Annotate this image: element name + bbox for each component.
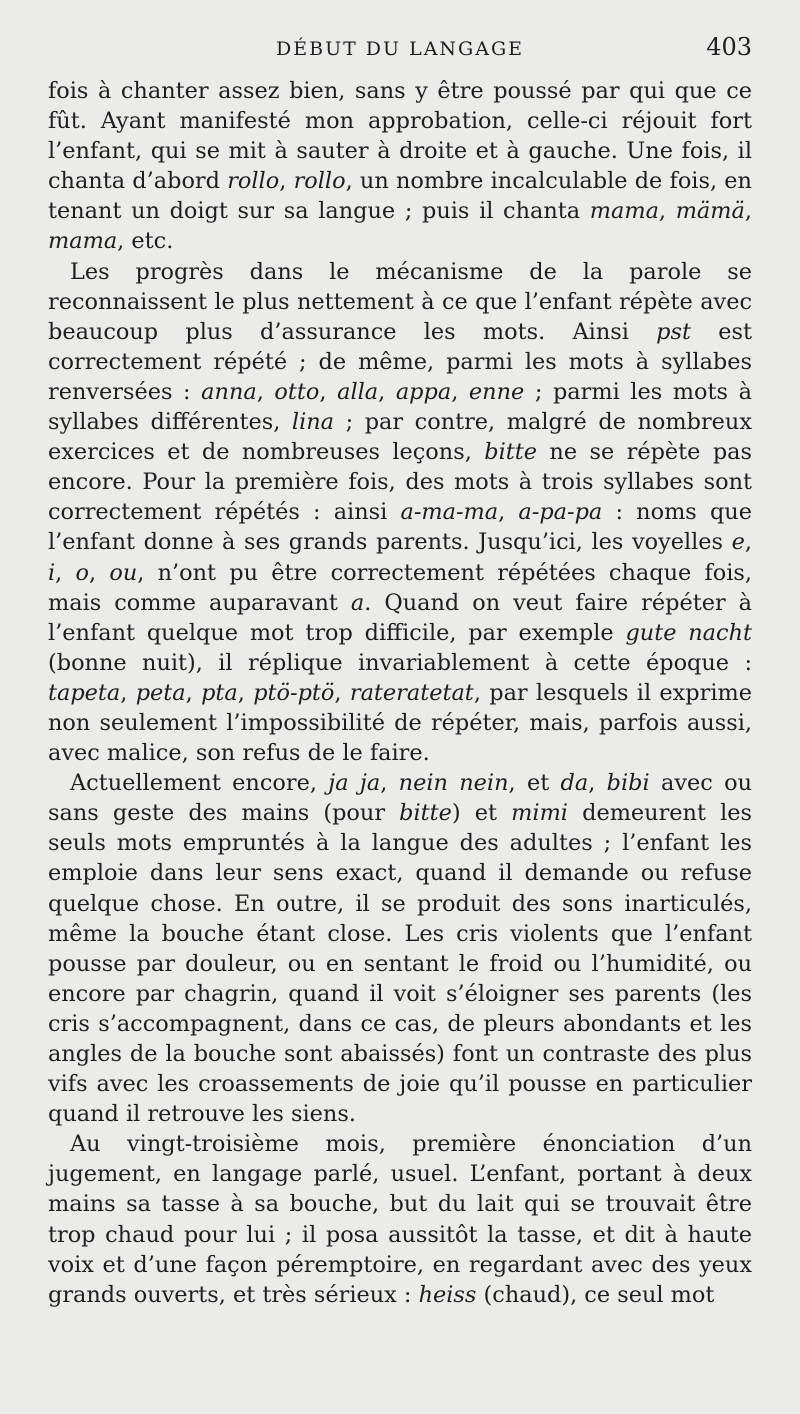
text-run: , — [588, 770, 607, 797]
italic-term: enne — [468, 378, 525, 405]
italic-term: appa — [395, 378, 452, 405]
italic-term: bibi — [606, 770, 650, 797]
text-run: . Quand on veut faire répéter à l’enfant quelque mot trop difficile, par exemple — [48, 589, 752, 646]
italic-term: anna — [201, 378, 257, 405]
italic-term: e — [731, 529, 745, 556]
italic-term: a-pa-pa — [518, 499, 603, 526]
italic-term: rateratetat — [349, 679, 474, 706]
italic-term: pst — [656, 318, 691, 345]
text-run: , — [279, 168, 294, 195]
paragraph — [48, 76, 752, 257]
text-run: , — [55, 559, 76, 586]
text-run: (bonne nuit), il réplique invariablement à cette époque : — [48, 649, 752, 676]
italic-term: ja ja — [328, 770, 381, 797]
italic-term: bitte — [399, 800, 452, 827]
text-run: , — [744, 198, 752, 225]
italic-term: a-ma-ma — [400, 499, 499, 526]
body-text — [48, 76, 752, 1310]
italic-term: nein nein — [398, 770, 509, 797]
text-run: , — [451, 378, 469, 405]
italic-term: mimi — [511, 800, 568, 827]
italic-term: rollo — [293, 168, 346, 195]
italic-term: pta — [201, 679, 238, 706]
text-run: (chaud), ce seul mot — [476, 1281, 715, 1308]
text-run: , — [658, 198, 676, 225]
page-header — [48, 30, 752, 76]
text-run: est correctement répété ; de même, parmi les mots à syllabes renversées : — [48, 318, 752, 405]
text-run: , — [319, 378, 338, 405]
text-run: , — [185, 679, 202, 706]
italic-term: bitte — [484, 439, 537, 466]
text-run: demeurent les seuls mots empruntés à la langue des adultes ; l’enfant les emploie dans leur sens exact, quand il demande ou refuse quelque chose. En outre, il se produit des sons inarticulés, même la bouche étant close. Les cris violents que l’enfant pousse par douleur, ou en sentant le froid ou l’humidité, ou encore par chagrin, quand il voit s’éloigner ses parents (les cris s’accompagnent, dans ce cas, de pleurs abondants et les angles de la bouche sont abaissés) font un contraste des plus vifs avec les croassements de joie qu’il pousse en particulier quand il retrouve les siens. — [48, 800, 753, 1128]
text-run: , — [334, 679, 350, 706]
text-run: , — [498, 499, 519, 526]
italic-term: i — [48, 559, 56, 586]
text-run: Actuellement encore, — [70, 770, 329, 797]
text-run: , etc. — [117, 228, 174, 255]
text-run: , — [380, 770, 399, 797]
italic-term: lina — [291, 409, 335, 436]
italic-term: mama — [48, 228, 118, 255]
text-run: , — [237, 679, 254, 706]
text-run: avec ou sans geste des mains (pour — [48, 770, 753, 827]
text-run: ne se répète pas encore. Pour la première fois, des mots à trois syllabes sont correctement répétés : ainsi — [48, 439, 752, 526]
text-run: , par lesquels il exprime non seulement l’impossibilité de répéter, mais, parfois aussi, avec malice, son refus de le faire. — [48, 679, 752, 767]
italic-term: da — [560, 770, 589, 797]
italic-term: peta — [135, 679, 186, 706]
text-run: ; parmi les mots à syllabes différentes, — [48, 378, 752, 436]
text-run: fois à chanter assez bien, sans y être poussé par qui que ce fût. Ayant manifesté mon approbation, celle-ci réjouit fort l’enfant, qui se mit à sauter à droite et à gauche. Une fois, il chanta d’abord — [48, 78, 752, 195]
text-run: , et — [508, 770, 561, 797]
text-run: ) et — [451, 800, 512, 827]
italic-term: alla — [337, 378, 379, 405]
text-run: , — [120, 679, 136, 706]
text-run: , n’ont pu être correctement répétées chaque fois, mais comme auparavant — [48, 559, 752, 616]
italic-term: rollo — [227, 168, 280, 195]
italic-term: mämä — [675, 198, 745, 225]
text-run: Les progrès dans le mécanisme de la parole se reconnaissent le plus nettement à ce que l’enfant répète avec beaucoup plus d’assurance les mots. Ainsi — [48, 258, 752, 345]
italic-term: otto — [274, 378, 320, 405]
running-title: DÉBUT DU LANGAGE — [276, 38, 524, 60]
paragraph — [48, 1129, 752, 1310]
text-run: , — [89, 559, 110, 586]
text-run: ; par contre, malgré de nombreux exercices et de nombreuses leçons, — [48, 409, 752, 466]
text-run: : noms que l’enfant donne à ses grands parents. Jusqu’ici, les voyelles — [48, 499, 752, 556]
text-run: Au vingt-troisième mois, première énonciation d’un jugement, en langage parlé, usuel. L’enfant, portant à deux mains sa tasse à sa bouche, but du lait qui se trouvait être trop chaud pour lui ; il posa aussitôt la tasse, et dit à haute voix et d’une façon péremptoire, en regardant avec des yeux grands ouverts, et très sérieux : — [48, 1131, 752, 1308]
page-number: 403 — [706, 33, 752, 61]
text-run: , — [256, 378, 275, 405]
italic-term: mama — [589, 198, 659, 225]
italic-term: a — [350, 589, 365, 616]
italic-term: heiss — [418, 1281, 477, 1308]
paragraph — [48, 257, 752, 769]
italic-term: ptö-ptö — [253, 679, 335, 706]
text-run: , un nombre incalculable de fois, en tenant un doigt sur sa langue ; puis il chanta — [48, 168, 752, 225]
italic-term: tapeta — [48, 679, 121, 706]
text-run: , — [378, 378, 396, 405]
italic-term: o — [75, 559, 89, 586]
paragraph — [48, 768, 752, 1129]
italic-term: ou — [109, 559, 138, 586]
italic-term: gute nacht — [625, 619, 752, 646]
text-run: , — [744, 529, 752, 556]
